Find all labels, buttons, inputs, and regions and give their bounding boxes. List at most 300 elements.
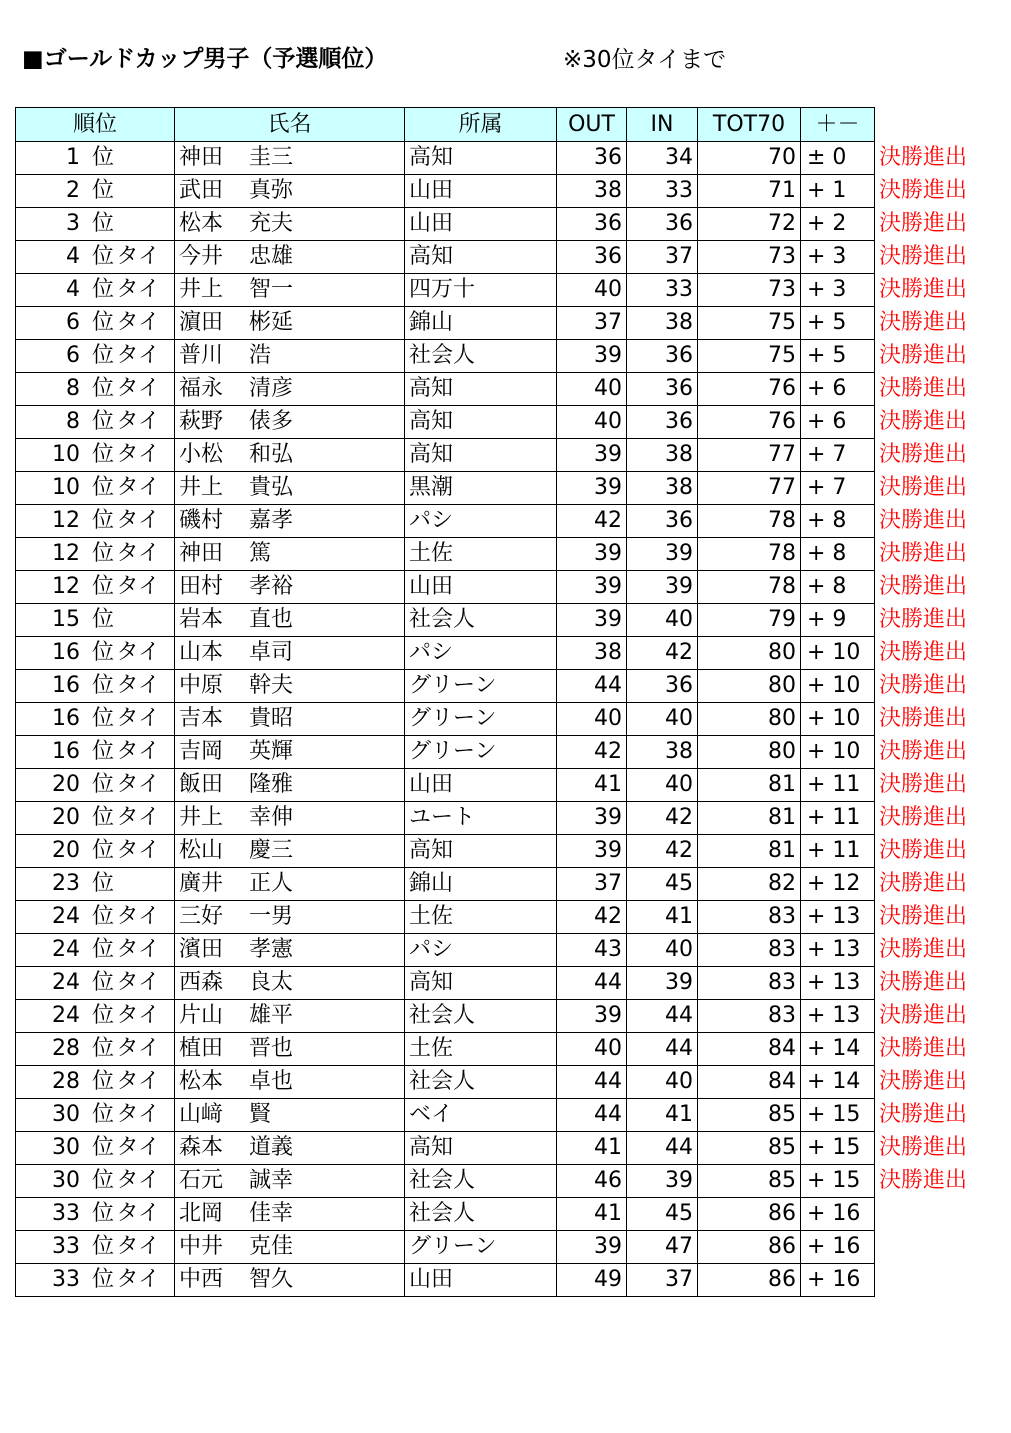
qualified-status: 決勝進出 bbox=[879, 145, 968, 170]
plus-minus: + 8 bbox=[801, 571, 875, 604]
rank-number: 2 bbox=[66, 178, 80, 203]
name-cell bbox=[175, 208, 405, 241]
out-score: 38 bbox=[557, 175, 627, 208]
name-cell bbox=[175, 1264, 405, 1297]
header-club: 所属 bbox=[405, 108, 557, 142]
rank-number: 33 bbox=[52, 1234, 80, 1259]
club-cell: 高知 bbox=[405, 835, 557, 868]
plus-minus: + 7 bbox=[801, 472, 875, 505]
rank-suffix: 位 bbox=[91, 1234, 114, 1259]
rank-suffix: 位 bbox=[91, 343, 114, 368]
header-qualified-blank bbox=[875, 108, 1005, 142]
in-score: 33 bbox=[627, 175, 698, 208]
cutoff-note: ※30位タイまで bbox=[563, 47, 727, 73]
first-name: 浩 bbox=[249, 343, 272, 368]
table-row bbox=[16, 439, 1005, 472]
rank-number: 23 bbox=[52, 871, 80, 896]
last-name: 北岡 bbox=[179, 1201, 224, 1226]
rank-number: 16 bbox=[52, 706, 80, 731]
rank-cell bbox=[16, 1165, 175, 1198]
rank-number: 6 bbox=[66, 310, 80, 335]
tie-label: タイ bbox=[116, 310, 160, 335]
last-name: 神田 bbox=[179, 541, 224, 566]
tie-label: タイ bbox=[116, 673, 160, 698]
name-cell bbox=[175, 835, 405, 868]
table-row bbox=[16, 1165, 1005, 1198]
rank-cell bbox=[16, 769, 175, 802]
tie-label: タイ bbox=[116, 838, 160, 863]
plus-minus: + 12 bbox=[801, 868, 875, 901]
out-score: 44 bbox=[557, 1066, 627, 1099]
total-score: 81 bbox=[698, 802, 801, 835]
total-score: 80 bbox=[698, 670, 801, 703]
first-name: 卓也 bbox=[249, 1069, 294, 1094]
in-score: 41 bbox=[627, 901, 698, 934]
rank-number: 24 bbox=[52, 904, 80, 929]
rank-number: 4 bbox=[66, 277, 80, 302]
rank-number: 30 bbox=[52, 1102, 80, 1127]
table-row bbox=[16, 472, 1005, 505]
club-cell: 山田 bbox=[405, 571, 557, 604]
name-cell bbox=[175, 439, 405, 472]
out-score: 40 bbox=[557, 373, 627, 406]
qualified-status: 決勝進出 bbox=[879, 541, 968, 566]
header-out: OUT bbox=[557, 108, 627, 142]
name-cell bbox=[175, 373, 405, 406]
rank-cell bbox=[16, 967, 175, 1000]
out-score: 41 bbox=[557, 1198, 627, 1231]
table-row bbox=[16, 703, 1005, 736]
first-name: 道義 bbox=[249, 1135, 294, 1160]
tie-label: タイ bbox=[116, 1267, 160, 1292]
club-cell: 土佐 bbox=[405, 1033, 557, 1066]
last-name: 中井 bbox=[179, 1234, 224, 1259]
qualified-status: 決勝進出 bbox=[879, 838, 968, 863]
in-score: 40 bbox=[627, 703, 698, 736]
table-row bbox=[16, 241, 1005, 274]
total-score: 75 bbox=[698, 307, 801, 340]
plus-minus: + 13 bbox=[801, 967, 875, 1000]
name-cell bbox=[175, 637, 405, 670]
last-name: 武田 bbox=[179, 178, 224, 203]
club-cell: 四万十 bbox=[405, 274, 557, 307]
last-name: 小松 bbox=[179, 442, 224, 467]
name-cell bbox=[175, 802, 405, 835]
club-cell: 高知 bbox=[405, 967, 557, 1000]
total-score: 70 bbox=[698, 142, 801, 175]
in-score: 38 bbox=[627, 472, 698, 505]
total-score: 81 bbox=[698, 835, 801, 868]
rank-suffix: 位 bbox=[91, 1168, 114, 1193]
tie-label: タイ bbox=[116, 772, 160, 797]
last-name: 吉岡 bbox=[179, 739, 224, 764]
total-score: 72 bbox=[698, 208, 801, 241]
rank-number: 24 bbox=[52, 1003, 80, 1028]
tie-label: タイ bbox=[116, 574, 160, 599]
name-cell bbox=[175, 538, 405, 571]
qualified-status: 決勝進出 bbox=[879, 805, 968, 830]
club-cell: 社会人 bbox=[405, 340, 557, 373]
in-score: 38 bbox=[627, 439, 698, 472]
last-name: 磯村 bbox=[179, 508, 224, 533]
plus-minus: + 6 bbox=[801, 406, 875, 439]
total-score: 78 bbox=[698, 571, 801, 604]
name-cell bbox=[175, 472, 405, 505]
rank-suffix: 位 bbox=[91, 475, 114, 500]
rank-number: 28 bbox=[52, 1069, 80, 1094]
out-score: 39 bbox=[557, 1231, 627, 1264]
in-score: 40 bbox=[627, 769, 698, 802]
qualified-status: 決勝進出 bbox=[879, 277, 968, 302]
plus-minus: + 10 bbox=[801, 703, 875, 736]
rank-cell bbox=[16, 538, 175, 571]
table-row bbox=[16, 208, 1005, 241]
rank-number: 12 bbox=[52, 574, 80, 599]
rank-cell bbox=[16, 340, 175, 373]
last-name: 植田 bbox=[179, 1036, 224, 1061]
club-cell: ベイ bbox=[405, 1099, 557, 1132]
total-score: 78 bbox=[698, 505, 801, 538]
last-name: 神田 bbox=[179, 145, 224, 170]
first-name: 嘉孝 bbox=[249, 508, 294, 533]
last-name: 森本 bbox=[179, 1135, 224, 1160]
in-score: 44 bbox=[627, 1000, 698, 1033]
total-score: 86 bbox=[698, 1231, 801, 1264]
rank-suffix: 位 bbox=[91, 1036, 114, 1061]
first-name: 貴昭 bbox=[249, 706, 294, 731]
results-table bbox=[15, 107, 1005, 1297]
rank-suffix: 位 bbox=[91, 871, 114, 896]
plus-minus: + 5 bbox=[801, 340, 875, 373]
name-cell bbox=[175, 1132, 405, 1165]
tie-label: タイ bbox=[116, 541, 160, 566]
rank-suffix: 位 bbox=[91, 310, 114, 335]
qualified-status: 決勝進出 bbox=[879, 475, 968, 500]
table-row bbox=[16, 175, 1005, 208]
last-name: 片山 bbox=[179, 1003, 224, 1028]
table-row bbox=[16, 934, 1005, 967]
in-score: 44 bbox=[627, 1033, 698, 1066]
out-score: 39 bbox=[557, 340, 627, 373]
name-cell bbox=[175, 967, 405, 1000]
in-score: 42 bbox=[627, 835, 698, 868]
first-name: 雄平 bbox=[249, 1003, 294, 1028]
tie-label: タイ bbox=[116, 409, 160, 434]
club-cell: 社会人 bbox=[405, 1198, 557, 1231]
first-name: 英輝 bbox=[249, 739, 294, 764]
qualified-status: 決勝進出 bbox=[879, 970, 968, 995]
rank-suffix: 位 bbox=[91, 508, 114, 533]
club-cell: 山田 bbox=[405, 208, 557, 241]
out-score: 39 bbox=[557, 835, 627, 868]
qualified-status bbox=[875, 1198, 1005, 1231]
rank-suffix: 位 bbox=[91, 805, 114, 830]
first-name: 篤 bbox=[249, 541, 272, 566]
rank-cell bbox=[16, 802, 175, 835]
in-score: 39 bbox=[627, 967, 698, 1000]
name-cell bbox=[175, 901, 405, 934]
tie-label: タイ bbox=[116, 442, 160, 467]
rank-cell bbox=[16, 868, 175, 901]
total-score: 76 bbox=[698, 373, 801, 406]
last-name: 井上 bbox=[179, 277, 224, 302]
total-score: 84 bbox=[698, 1033, 801, 1066]
rank-number: 20 bbox=[52, 772, 80, 797]
total-score: 75 bbox=[698, 340, 801, 373]
rank-suffix: 位 bbox=[91, 904, 114, 929]
out-score: 44 bbox=[557, 1099, 627, 1132]
plus-minus: + 16 bbox=[801, 1264, 875, 1297]
last-name: 普川 bbox=[179, 343, 224, 368]
out-score: 43 bbox=[557, 934, 627, 967]
plus-minus: + 13 bbox=[801, 901, 875, 934]
in-score: 36 bbox=[627, 406, 698, 439]
tie-label: タイ bbox=[116, 475, 160, 500]
tie-label: タイ bbox=[116, 739, 160, 764]
in-score: 36 bbox=[627, 670, 698, 703]
total-score: 79 bbox=[698, 604, 801, 637]
first-name: 和弘 bbox=[249, 442, 294, 467]
out-score: 39 bbox=[557, 571, 627, 604]
out-score: 36 bbox=[557, 241, 627, 274]
qualified-status: 決勝進出 bbox=[879, 739, 968, 764]
qualified-status: 決勝進出 bbox=[879, 211, 968, 236]
header-total: TOT70 bbox=[698, 108, 801, 142]
total-score: 82 bbox=[698, 868, 801, 901]
rank-cell bbox=[16, 835, 175, 868]
tie-label: タイ bbox=[116, 277, 160, 302]
table-row bbox=[16, 802, 1005, 835]
out-score: 39 bbox=[557, 604, 627, 637]
rank-number: 8 bbox=[66, 409, 80, 434]
total-score: 83 bbox=[698, 1000, 801, 1033]
name-cell bbox=[175, 505, 405, 538]
first-name: 智一 bbox=[249, 277, 294, 302]
rank-suffix: 位 bbox=[91, 145, 114, 170]
rank-cell bbox=[16, 604, 175, 637]
rank-suffix: 位 bbox=[91, 178, 114, 203]
out-score: 44 bbox=[557, 670, 627, 703]
rank-suffix: 位 bbox=[91, 1201, 114, 1226]
out-score: 49 bbox=[557, 1264, 627, 1297]
rank-number: 30 bbox=[52, 1135, 80, 1160]
rank-suffix: 位 bbox=[91, 673, 114, 698]
table-row bbox=[16, 901, 1005, 934]
first-name: 孝憲 bbox=[249, 937, 294, 962]
table-row bbox=[16, 307, 1005, 340]
last-name: 岩本 bbox=[179, 607, 224, 632]
rank-cell bbox=[16, 1264, 175, 1297]
club-cell: 社会人 bbox=[405, 604, 557, 637]
name-cell bbox=[175, 1033, 405, 1066]
rank-cell bbox=[16, 472, 175, 505]
table-row bbox=[16, 835, 1005, 868]
plus-minus: ± 0 bbox=[801, 142, 875, 175]
last-name: 山﨑 bbox=[179, 1102, 224, 1127]
last-name: 今井 bbox=[179, 244, 224, 269]
in-score: 36 bbox=[627, 505, 698, 538]
in-score: 47 bbox=[627, 1231, 698, 1264]
last-name: 廣井 bbox=[179, 871, 224, 896]
plus-minus: + 16 bbox=[801, 1231, 875, 1264]
in-score: 40 bbox=[627, 934, 698, 967]
table-row bbox=[16, 1132, 1005, 1165]
club-cell: グリーン bbox=[405, 703, 557, 736]
in-score: 40 bbox=[627, 1066, 698, 1099]
results-body bbox=[16, 142, 1005, 1297]
rank-cell bbox=[16, 1231, 175, 1264]
page-title: ■ゴールドカップ男子（予選順位） bbox=[22, 46, 388, 72]
tie-label: タイ bbox=[116, 640, 160, 665]
tie-label: タイ bbox=[116, 970, 160, 995]
plus-minus: + 1 bbox=[801, 175, 875, 208]
first-name: 清彦 bbox=[249, 376, 294, 401]
club-cell: 高知 bbox=[405, 1132, 557, 1165]
out-score: 39 bbox=[557, 439, 627, 472]
name-cell bbox=[175, 1099, 405, 1132]
total-score: 77 bbox=[698, 439, 801, 472]
name-cell bbox=[175, 274, 405, 307]
rank-cell bbox=[16, 1000, 175, 1033]
club-cell: 山田 bbox=[405, 769, 557, 802]
plus-minus: + 7 bbox=[801, 439, 875, 472]
name-cell bbox=[175, 571, 405, 604]
club-cell: 山田 bbox=[405, 1264, 557, 1297]
rank-suffix: 位 bbox=[91, 277, 114, 302]
rank-cell bbox=[16, 901, 175, 934]
total-score: 85 bbox=[698, 1132, 801, 1165]
in-score: 40 bbox=[627, 604, 698, 637]
total-score: 86 bbox=[698, 1264, 801, 1297]
rank-suffix: 位 bbox=[91, 211, 114, 236]
rank-suffix: 位 bbox=[91, 574, 114, 599]
club-cell: 土佐 bbox=[405, 901, 557, 934]
in-score: 34 bbox=[627, 142, 698, 175]
last-name: 西森 bbox=[179, 970, 224, 995]
in-score: 38 bbox=[627, 307, 698, 340]
last-name: 山本 bbox=[179, 640, 224, 665]
first-name: 克佳 bbox=[249, 1234, 294, 1259]
table-row bbox=[16, 967, 1005, 1000]
tie-label: タイ bbox=[116, 1036, 160, 1061]
name-cell bbox=[175, 769, 405, 802]
in-score: 41 bbox=[627, 1099, 698, 1132]
out-score: 41 bbox=[557, 769, 627, 802]
name-cell bbox=[175, 142, 405, 175]
club-cell: 黒潮 bbox=[405, 472, 557, 505]
tie-label: タイ bbox=[116, 904, 160, 929]
out-score: 38 bbox=[557, 637, 627, 670]
club-cell: グリーン bbox=[405, 1231, 557, 1264]
header-name: 氏名 bbox=[175, 108, 405, 142]
name-cell bbox=[175, 1198, 405, 1231]
out-score: 36 bbox=[557, 142, 627, 175]
first-name: 俵多 bbox=[249, 409, 294, 434]
table-row bbox=[16, 373, 1005, 406]
qualified-status: 決勝進出 bbox=[879, 409, 968, 434]
total-score: 83 bbox=[698, 967, 801, 1000]
rank-cell bbox=[16, 1066, 175, 1099]
rank-number: 33 bbox=[52, 1201, 80, 1226]
rank-suffix: 位 bbox=[91, 706, 114, 731]
out-score: 42 bbox=[557, 736, 627, 769]
rank-cell bbox=[16, 406, 175, 439]
in-score: 38 bbox=[627, 736, 698, 769]
rank-number: 8 bbox=[66, 376, 80, 401]
total-score: 73 bbox=[698, 274, 801, 307]
last-name: 飯田 bbox=[179, 772, 224, 797]
rank-number: 16 bbox=[52, 640, 80, 665]
rank-cell bbox=[16, 934, 175, 967]
qualified-status: 決勝進出 bbox=[879, 1135, 968, 1160]
name-cell bbox=[175, 1231, 405, 1264]
tie-label: タイ bbox=[116, 376, 160, 401]
club-cell: 高知 bbox=[405, 406, 557, 439]
plus-minus: + 16 bbox=[801, 1198, 875, 1231]
table-row bbox=[16, 637, 1005, 670]
in-score: 37 bbox=[627, 1264, 698, 1297]
club-cell: パシ bbox=[405, 934, 557, 967]
rank-suffix: 位 bbox=[91, 640, 114, 665]
plus-minus: + 15 bbox=[801, 1132, 875, 1165]
rank-cell bbox=[16, 439, 175, 472]
plus-minus: + 3 bbox=[801, 241, 875, 274]
in-score: 36 bbox=[627, 373, 698, 406]
name-cell bbox=[175, 1000, 405, 1033]
plus-minus: + 14 bbox=[801, 1066, 875, 1099]
in-score: 36 bbox=[627, 340, 698, 373]
first-name: 幸伸 bbox=[249, 805, 294, 830]
plus-minus: + 9 bbox=[801, 604, 875, 637]
last-name: 三好 bbox=[179, 904, 224, 929]
out-score: 39 bbox=[557, 472, 627, 505]
rank-cell bbox=[16, 241, 175, 274]
club-cell: 社会人 bbox=[405, 1165, 557, 1198]
table-row bbox=[16, 1198, 1005, 1231]
rank-number: 24 bbox=[52, 937, 80, 962]
table-row bbox=[16, 769, 1005, 802]
total-score: 80 bbox=[698, 736, 801, 769]
first-name: 佳幸 bbox=[249, 1201, 294, 1226]
rank-number: 4 bbox=[66, 244, 80, 269]
qualified-status: 決勝進出 bbox=[879, 937, 968, 962]
rank-suffix: 位 bbox=[91, 1102, 114, 1127]
tie-label: タイ bbox=[116, 1003, 160, 1028]
name-cell bbox=[175, 934, 405, 967]
in-score: 39 bbox=[627, 571, 698, 604]
out-score: 36 bbox=[557, 208, 627, 241]
tie-label: タイ bbox=[116, 244, 160, 269]
club-cell: グリーン bbox=[405, 736, 557, 769]
total-score: 76 bbox=[698, 406, 801, 439]
table-row bbox=[16, 670, 1005, 703]
rank-cell bbox=[16, 1033, 175, 1066]
last-name: 石元 bbox=[179, 1168, 224, 1193]
qualified-status: 決勝進出 bbox=[879, 1036, 968, 1061]
club-cell: パシ bbox=[405, 505, 557, 538]
club-cell: 高知 bbox=[405, 373, 557, 406]
last-name: 吉本 bbox=[179, 706, 224, 731]
rank-number: 33 bbox=[52, 1267, 80, 1292]
tie-label: タイ bbox=[116, 343, 160, 368]
header-in: IN bbox=[627, 108, 698, 142]
rank-cell bbox=[16, 274, 175, 307]
table-row bbox=[16, 1264, 1005, 1297]
qualified-status: 決勝進出 bbox=[879, 1003, 968, 1028]
first-name: 忠雄 bbox=[249, 244, 294, 269]
in-score: 37 bbox=[627, 241, 698, 274]
tie-label: タイ bbox=[116, 706, 160, 731]
